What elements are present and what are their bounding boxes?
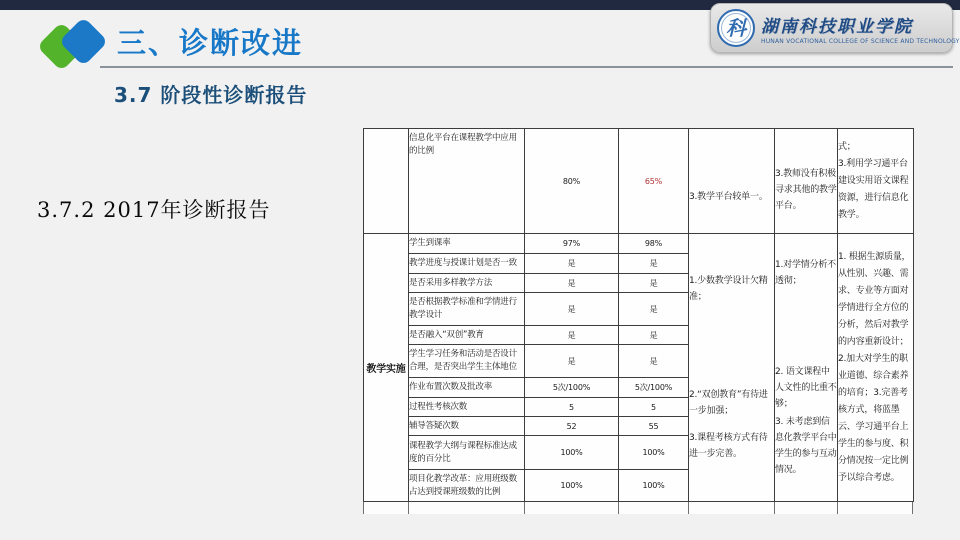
indicator-cell: 是否采用多样教学方法 [409, 274, 525, 293]
title-divider [100, 66, 953, 68]
actual-cell: 98% [619, 234, 689, 254]
indicator-cell: 课程教学大纲与课程标准达成度的百分比 [409, 436, 525, 470]
causes-cell [775, 234, 838, 502]
cropped-row-stubs [363, 502, 913, 514]
school-name-en: HUNAN VOCATIONAL COLLEGE OF SCIENCE AND TECHNOLOGY [761, 37, 960, 45]
target-cell: 是 [525, 345, 619, 378]
measure-cell [838, 129, 914, 234]
target-cell: 52 [525, 417, 619, 436]
target-cell: 是 [525, 254, 619, 274]
school-seal-icon [717, 9, 755, 47]
table-row [364, 234, 914, 254]
cause-item: 1.对学情分析不透彻； [775, 260, 836, 286]
target-cell: 97% [525, 234, 619, 254]
logo-text [761, 12, 960, 45]
problem-item: 3.课程考核方式有待进一步完善。 [689, 433, 768, 459]
cause-cell: 3.教师没有积极寻求其他的教学平台。 [775, 129, 838, 234]
actual-cell: 是 [619, 326, 689, 345]
target-cell: 是 [525, 293, 619, 326]
problems-cell [689, 234, 775, 502]
target-cell: 100% [525, 470, 619, 502]
indicator-cell: 辅导答疑次数 [409, 417, 525, 436]
problem-cell: 3.教学平台较单一。 [689, 129, 775, 234]
target-cell: 5次/100% [525, 378, 619, 398]
actual-cell: 100% [619, 436, 689, 470]
actual-cell: 65% [619, 129, 689, 234]
row-group-label-cell [364, 129, 409, 234]
cause-item: 2. 语文课程中人文性的比重不够； [775, 367, 837, 409]
cause-item: 3. 未考虑到信息化教学平台中学生的参与互动情况。 [775, 417, 837, 475]
target-cell: 100% [525, 436, 619, 470]
indicator-cell: 学生学习任务和活动是否设计合理，是否突出学生主体地位 [409, 345, 525, 378]
report-heading: 3.7.2 2017年诊断报告 [37, 198, 271, 222]
actual-cell: 55 [619, 417, 689, 436]
actual-cell: 是 [619, 254, 689, 274]
target-cell: 80% [525, 129, 619, 234]
indicator-cell: 过程性考核次数 [409, 398, 525, 417]
indicator-cell: 信息化平台在课程教学中应用的比例 [409, 129, 525, 234]
indicator-cell: 学生到课率 [409, 234, 525, 254]
section-title: 三、诊断改进 [117, 26, 304, 60]
problem-item: 1.少数教学设计欠精准； [689, 276, 768, 302]
target-cell: 是 [525, 326, 619, 345]
measure-carryover: 式； [838, 141, 856, 152]
actual-cell: 5 [619, 398, 689, 417]
indicator-cell: 教学进度与授课计划是否一致 [409, 254, 525, 274]
actual-cell: 100% [619, 470, 689, 502]
school-name-cn: 湖南科技职业学院 [761, 16, 913, 37]
problem-item: 2.“双创教育”有待进一步加强； [689, 390, 768, 416]
actual-cell: 是 [619, 293, 689, 326]
indicator-cell: 项目化教学改革：应用班级数占达到授课班级数的比例 [409, 470, 525, 502]
measures-cell: 1. 根据生源质量，从性别、兴趣、需求、专业等方面对学情进行全方位的分析，然后对教学的内容重新设计；2.加大对学生的职业道德、综合素养的培育；3.完善考核方式，将蓝墨云、学习通平台上学生的参与度、积分情况按一定比例予以综合考虑。 [838, 234, 914, 502]
seal-glyph: 科 [726, 16, 746, 40]
actual-cell: 是 [619, 345, 689, 378]
target-cell: 是 [525, 274, 619, 293]
row-group-label-cell: 教学实施 [364, 234, 409, 502]
indicator-cell: 是否根据教学标准和学情进行教学设计 [409, 293, 525, 326]
table-row [364, 129, 914, 234]
diagnosis-table [363, 128, 913, 514]
indicator-cell: 是否融入“双创”教育 [409, 326, 525, 345]
school-logo [710, 3, 960, 53]
indicator-cell: 作业布置次数及批改率 [409, 378, 525, 398]
actual-cell: 5次/100% [619, 378, 689, 398]
measure-item: 3.利用学习通平台建设实用语文课程资源，进行信息化教学。 [838, 158, 909, 220]
target-cell: 5 [525, 398, 619, 417]
actual-cell: 是 [619, 274, 689, 293]
subsection-title: 3.7 阶段性诊断报告 [114, 83, 308, 107]
